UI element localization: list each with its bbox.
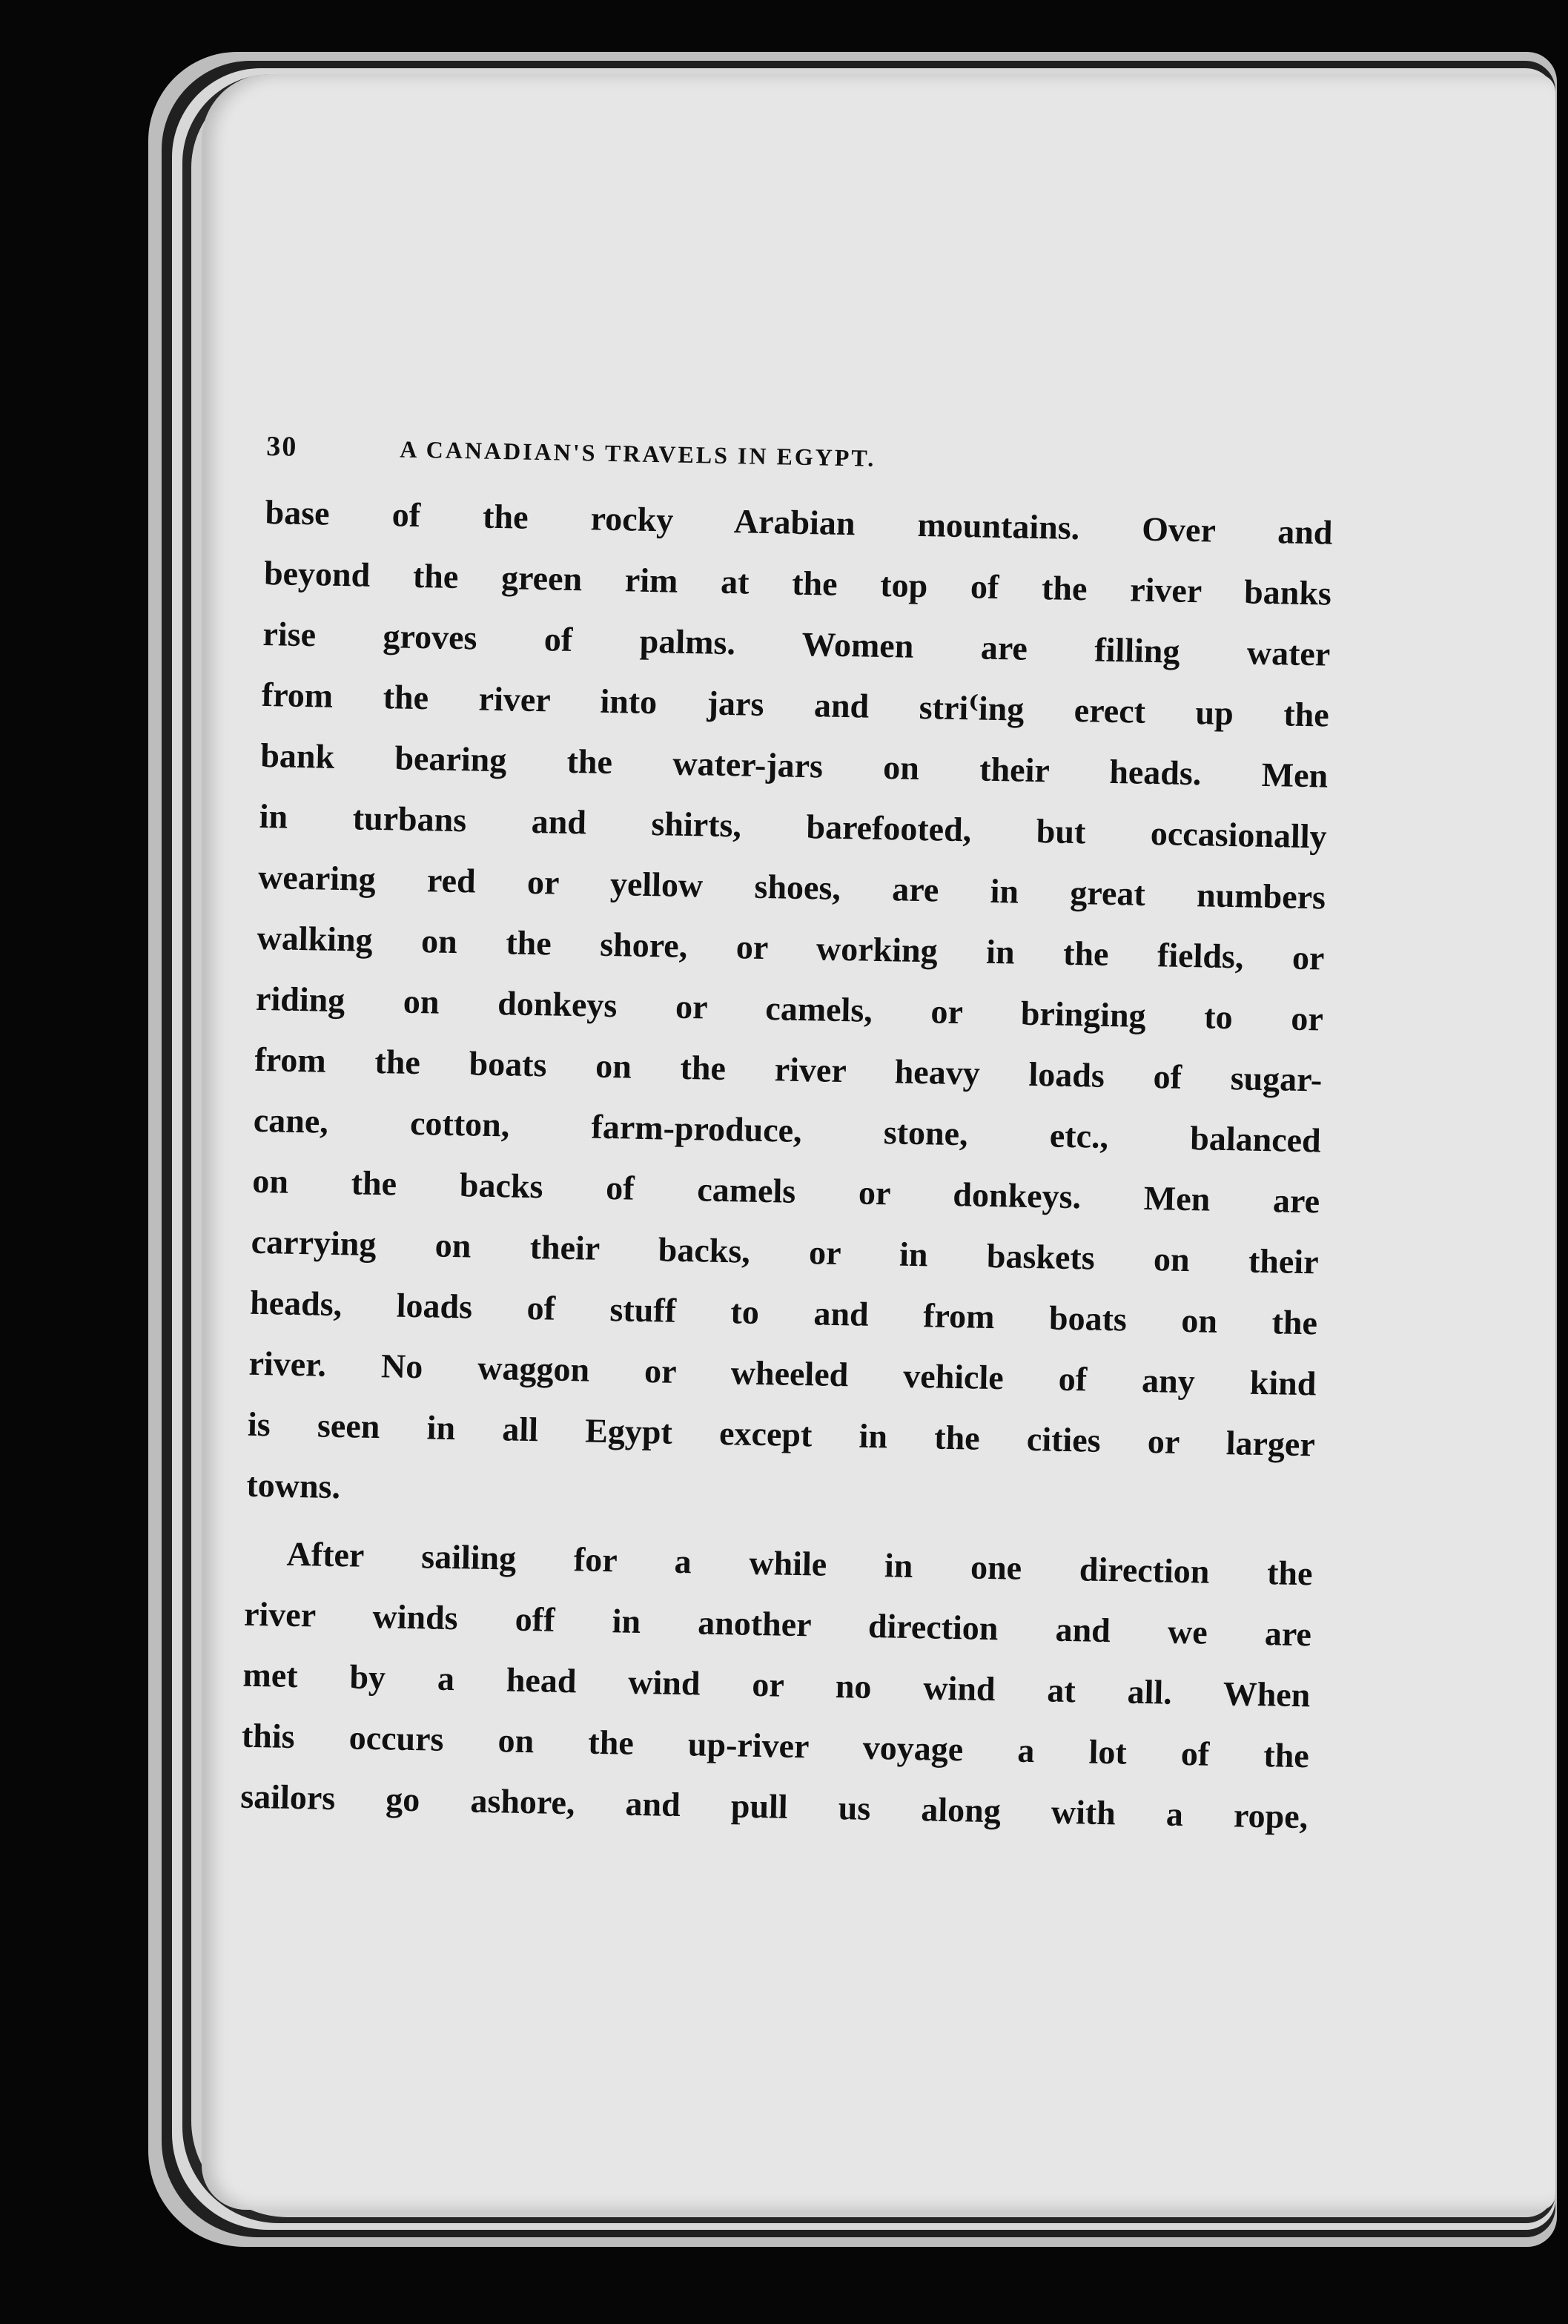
text-line: is seen in all Egypt except in the cities or larger [247,1404,1316,1464]
text-line: from the river into jars and stri⁽ing erect up the [261,675,1330,734]
text-line: met by a head wind or no wind at all. When [242,1655,1311,1714]
text-line: river winds off in another direction and we are [243,1594,1312,1654]
text-line: cane, cotton, farm-produce, stone, etc., balanced [253,1100,1322,1160]
text-line: wearing red or yellow shoes, are in great numbers [257,857,1326,917]
text-line: bank bearing the water-jars on their heads. Men [259,736,1329,795]
text-line: sailors go ashore, and pull us along with a rope, [239,1777,1309,1836]
text-line: base of the rocky Arabian mountains. Over and [265,492,1333,552]
text-line: beyond the green rim at the top of the river banks [263,553,1332,613]
text-line: riding on donkeys or camels, or bringing to or [255,979,1324,1038]
text-line: towns. [246,1465,341,1506]
text-line: carrying on their backs, or in baskets on their [251,1222,1320,1281]
text-line: in turbans and shirts, barefooted, but occasionally [259,796,1328,856]
text-line: walking on the shore, or working in the fields, or [257,918,1325,977]
paragraph [246,482,1333,1536]
paragraph [240,1523,1314,1848]
running-title: A CANADIAN'S TRAVELS IN EGYPT. [400,435,876,472]
text-line: heads, loads of stuff to and from boats on the [249,1283,1318,1342]
text-line: from the boats on the river heavy loads of sugar- [254,1040,1323,1099]
text-line: river. No waggon or wheeled vehicle of any kind [248,1344,1317,1403]
text-line: this occurs on the up-river voyage a lot of the [241,1716,1310,1775]
page-number: 30 [265,430,298,463]
text-line: rise groves of palms. Women are filling water [262,614,1331,673]
page-text [240,423,1334,1847]
text-line: After sailing for a while in one direction the [286,1534,1313,1593]
text-line: on the backs of camels or donkeys. Men are [251,1161,1320,1221]
